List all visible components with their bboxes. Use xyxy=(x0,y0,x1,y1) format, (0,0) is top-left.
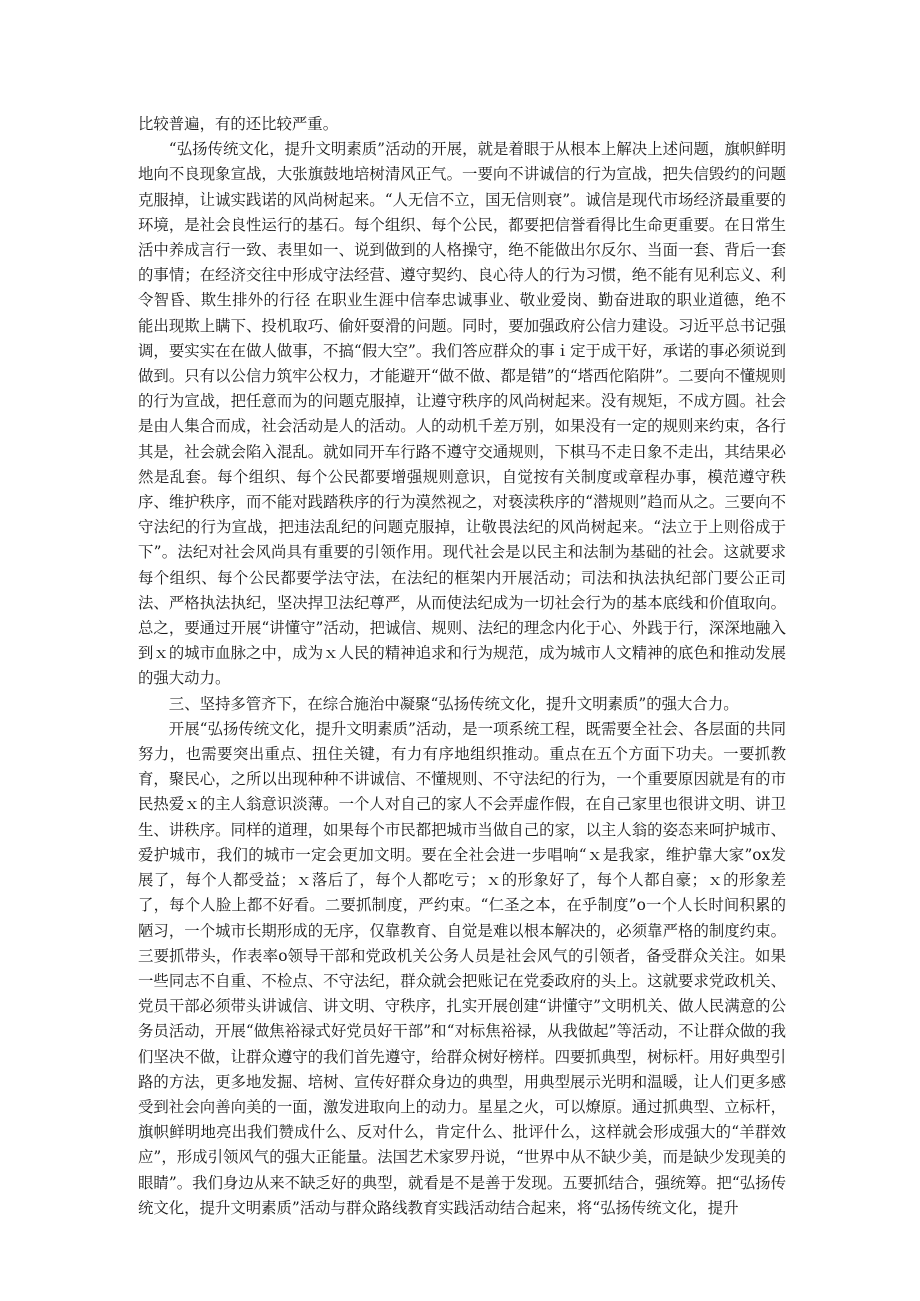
section-heading-three: 三、坚持多管齐下，在综合施治中凝聚“弘扬传统文化，提升文明素质”的强大合力。 xyxy=(168,694,739,713)
paragraph-activity-purpose: “弘扬传统文化，提升文明素质”活动的开展，就是着眼于从根本上解决上述问题，旗帜鲜明地向不良现象宣战，大张旗鼓地培树清风正气。一要向不讲诚信的行为宣战，把失信毁约的问题克服掉，让诚实践诺的风尚树起来。“人无信不立，国无信则衰”。诚信是现代市场经济最重要的环境，是社会良性运行的基石。每个组织、每个公民，都要把信誉看得比生命更重要。在日常生活中养成言行一致、表里如一、说到做到的人格操守，绝不能做出尔反尔、当面一套、背后一套的事情；在经济交往中形成守法经营、遵守契约、良心待人的行为习惯，绝不能有见利忘义、利令智昏、欺生排外的行径 在职业生涯中信奉忠诚事业、敬业爱岗、勤奋进取的职业道德，绝不能出现欺上瞒下、投机取巧、偷奸耍滑的问题。同时，要加强政府公信力建设。习近平总书记强调，要实实在在做人做事，不搞“假大空”。我们答应群众的事ｉ定于成干好，承诺的事必须说到做到。只有以公信力筑牢公权力，才能避开“做不做、都是错”的“塔西佗陷阱”。二要向不懂规则的行为宣战，把任意而为的问题克服掉，让遵守秩序的风尚树起来。没有规矩，不成方圆。社会是由人集合而成，社会活动是人的活动。人的动机千差万别，如果没有一定的规则来约束，各行其是，社会就会陷入混乱。就如同开车行路不遵守交通规则，下棋马不走日象不走出，其结果必然是乱套。每个组织、每个公民都要增强规则意识，自觉按有关制度或章程办事，模范遵守秩序、维护秩序，而不能对践踏秩序的行为漠然视之，对亵渎秩序的“潜规则”趋而从之。三要向不守法纪的行为宣战，把违法乱纪的问题克服掉，让敬畏法纪的风尚树起来。“法立于上则俗成于下”。法纪对社会风尚具有重要的引领作用。现代社会是以民主和法制为基础的社会。这就要求每个组织、每个公民都要学法守法，在法纪的框架内开展活动；司法和执法执纪部门要公正司法、严格执法执纪，坚决捍卫法纪尊严，从而使法纪成为一切社会行为的基本底线和价值取向。总之，要通过开展“讲懂守”活动，把诚信、规则、法纪的理念内化于心、外践于行，深深地融入到ｘ的城市血脉之中，成为ｘ人民的精神追求和行为规范，成为城市人文精神的底色和推动发展的强大动力。 xyxy=(138,140,786,688)
paragraph-continuation: 比较普遍，有的还比较严重。 xyxy=(138,115,339,133)
document-body xyxy=(138,112,786,1221)
paragraph-five-focus-areas: 开展“弘扬传统文化，提升文明素质”活动，是一项系统工程，既需要全社会、各层面的共同努力，也需要突出重点、扭住关键，有力有序地组织推动。重点在五个方面下功夫。一要抓教育，聚民心，之所以出现种种不讲诚信、不懂规则、不守法纪的行为，一个重要原因就是有的市民热爱ｘ的主人翁意识淡薄。一个人对自己的家人不会弄虚作假，在自己家里也很讲文明、讲卫生、讲秩序。同样的道理，如果每个市民都把城市当做自己的家，以主人翁的姿态来呵护城市、爱护城市，我们的城市一定会更加文明。要在全社会进一步唱响“ｘ是我家，维护靠大家”ox发展了，每个人都受益；ｘ落后了，每个人都吃亏；ｘ的形象好了，每个人都自豪；ｘ的形象差了，每个人脸上都不好看。二要抓制度，严约束。“仁圣之本，在乎制度”o一个人长时间积累的陋习，一个城市长期形成的无序，仅靠教育、自觉是难以根本解决的，必须靠严格的制度约束。三要抓带头，作表率o领导干部和党政机关公务人员是社会风气的引领者，备受群众关注。如果一些同志不自重、不检点、不守法纪，群众就会把账记在党委政府的头上。这就要求党政机关、党员干部必须带头讲诚信、讲文明、守秩序，扎实开展创建“讲懂守”文明机关、做人民满意的公务员活动，开展“做焦裕禄式好党员好干部”和“对标焦裕禄，从我做起”等活动，不让群众做的我们坚决不做，让群众遵守的我们首先遵守，给群众树好榜样。四要抓典型，树标杆。用好典型引路的方法，更多地发掘、培树、宣传好群众身边的典型，用典型展示光明和温暖，让人们更多感受到社会向善向美的一面，激发进取向上的动力。星星之火，可以燎原。通过抓典型、立标杆，旗帜鲜明地亮出我们赞成什么、反对什么，肯定什么、批评什么，这样就会形成强大的“羊群效应”，形成引领风气的强大正能量。法国艺术家罗丹说，“世界中从不缺少美，而是缺少发现美的眼睛”。我们身边从来不缺乏好的典型，就看是不是善于发现。五要抓结合，强统筹。把“弘扬传统文化，提升文明素质”活动与群众路线教育实践活动结合起来，将“弘扬传统文化，提升 xyxy=(138,719,786,1217)
